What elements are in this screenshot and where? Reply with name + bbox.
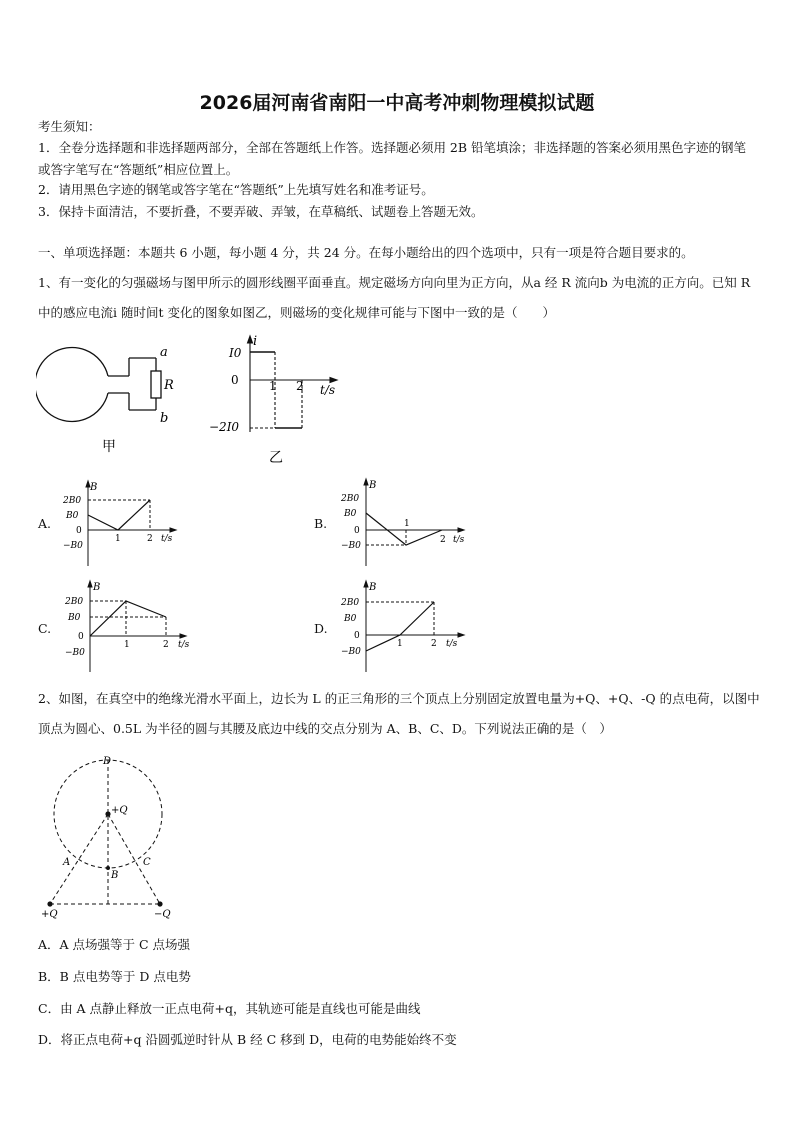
tick-1: 1 [397,639,403,649]
section-header: 一、单项选择题：本题共 6 小题，每小题 4 分，共 24 分。在每小题给出的四个选项中，只有一项是符合题目要求的。 [38,245,694,260]
tick-B0: B0 [344,509,357,519]
axis-label-t: t/s [446,639,458,649]
label-R: R [164,378,174,393]
current-time-graph [205,332,355,468]
tick-2B0: 2B0 [341,598,360,608]
tick-1: 1 [124,640,130,650]
notice-item-1: 1．全卷分选择题和非选择题两部分，全部在答题纸上作答。选择题必须用 2B 铅笔填涂；非选择题的答案必须用黑色字迹的钢笔或答字笔写在“答题纸”相应位置上。 [38,140,747,177]
page-title: 2026届河南省南阳一中高考冲刺物理模拟试题 [199,92,595,114]
axis-label-t: t/s [178,640,190,650]
tick-B0: B0 [344,614,357,624]
left-charge-dot [47,901,52,906]
notice-item-3: 3．保持卡面清洁，不要折叠，不要弄破、弄皱，在草稿纸、试题卷上答题无效。 [38,204,484,219]
label-top-charge: +Q [111,805,128,816]
tick-2B0: 2B0 [63,496,82,506]
tick-negB0: −B0 [65,648,85,658]
axis-label-B: B [90,482,98,493]
option-C-graph[interactable] [58,578,198,674]
tick-1: 1 [404,519,410,529]
resistor-R [151,371,161,398]
tick-2: 2 [440,535,446,545]
label-b: b [160,411,169,426]
label-B: B [111,870,119,881]
option-D-graph[interactable] [336,578,476,674]
tick-negB0: −B0 [63,541,83,551]
tick-2: 2 [431,639,437,649]
q2-option-A[interactable]: A．A 点场强等于 C 点场强 [38,937,191,952]
tick-2: 2 [147,534,153,544]
question-2-text: 2、如图，在真空中的绝缘光滑水平面上，边长为 L 的正三角形的三个顶点上分别固定放置电量为+Q、+Q、-Q 的点电荷，以图中顶点为圆心、0.5L 为半径的圆与其腰及底边中线的交点分别为 A、B、C、D。下列说法正确的是（ ） [38,691,760,736]
tick-1: 1 [115,534,121,544]
label-A: A [63,857,71,868]
right-charge-dot [157,901,162,906]
tick-negB0: −B0 [341,647,361,657]
caption-yi: 乙 [269,450,283,466]
caption-jia: 甲 [102,439,116,455]
tick-2: 2 [296,379,304,393]
tick-2: 2 [163,640,169,650]
y-label: i [253,334,258,349]
tick-I0: I0 [229,346,242,360]
tick-negB0: −B0 [341,541,361,551]
option-B-letter[interactable]: B. [314,516,328,531]
axis-label-B: B [93,582,101,593]
notice-item-2: 2．请用黑色字迹的钢笔或答字笔在“答题纸”上先填写姓名和准考证号。 [38,182,434,197]
circular-coil [36,348,108,422]
option-D-letter[interactable]: D. [314,621,328,636]
tick-2B0: 2B0 [65,597,84,607]
tick-0: 0 [78,632,84,642]
axis-label-t: t/s [453,535,465,545]
charges-triangle-figure [38,752,188,924]
option-A-graph[interactable] [58,478,188,570]
point-B-dot [106,866,110,870]
tick-B0: B0 [68,613,81,623]
tick-0: 0 [76,526,82,536]
label-right-charge: −Q [154,909,171,920]
option-A-letter[interactable]: A. [38,516,52,531]
option-C-letter[interactable]: C. [38,621,52,636]
axis-label-B: B [369,480,377,491]
question-1-text: 1、有一变化的匀强磁场与图甲所示的圆形线圈平面垂直。规定磁场方向向里为正方向，从a 经 R 流向b 为电流的正方向。已知 R 中的感应电流i 随时间t 变化的图象如图乙，则磁场的变化规律可能与下图中一致的是（ ） [38,275,751,320]
tick-1: 1 [269,379,277,393]
tick-0: 0 [354,526,360,536]
tick-2B0: 2B0 [341,494,360,504]
option-B-graph[interactable] [336,476,476,570]
tick-B0: B0 [66,511,79,521]
origin-label: 0 [231,373,239,387]
label-D: D [103,756,112,767]
label-C: C [143,857,151,868]
axis-label-B: B [369,582,377,593]
q2-option-C[interactable]: C．由 A 点静止释放一正点电荷+q，其轨迹可能是直线也可能是曲线 [38,1001,421,1016]
label-a: a [160,345,168,360]
q2-option-B[interactable]: B．B 点电势等于 D 点电势 [38,969,191,984]
label-left-charge: +Q [41,909,58,920]
tick-neg2I0: −2I0 [209,420,240,434]
tick-0: 0 [354,631,360,641]
coil-circuit-figure [36,338,186,458]
axis-label-t: t/s [161,534,173,544]
top-charge-dot [105,811,110,816]
q2-option-D[interactable]: D．将正点电荷+q 沿圆弧逆时针从 B 经 C 移到 D，电荷的电势能始终不变 [38,1032,457,1047]
notice-heading: 考生须知： [38,119,101,134]
x-label: t/s [320,383,336,397]
